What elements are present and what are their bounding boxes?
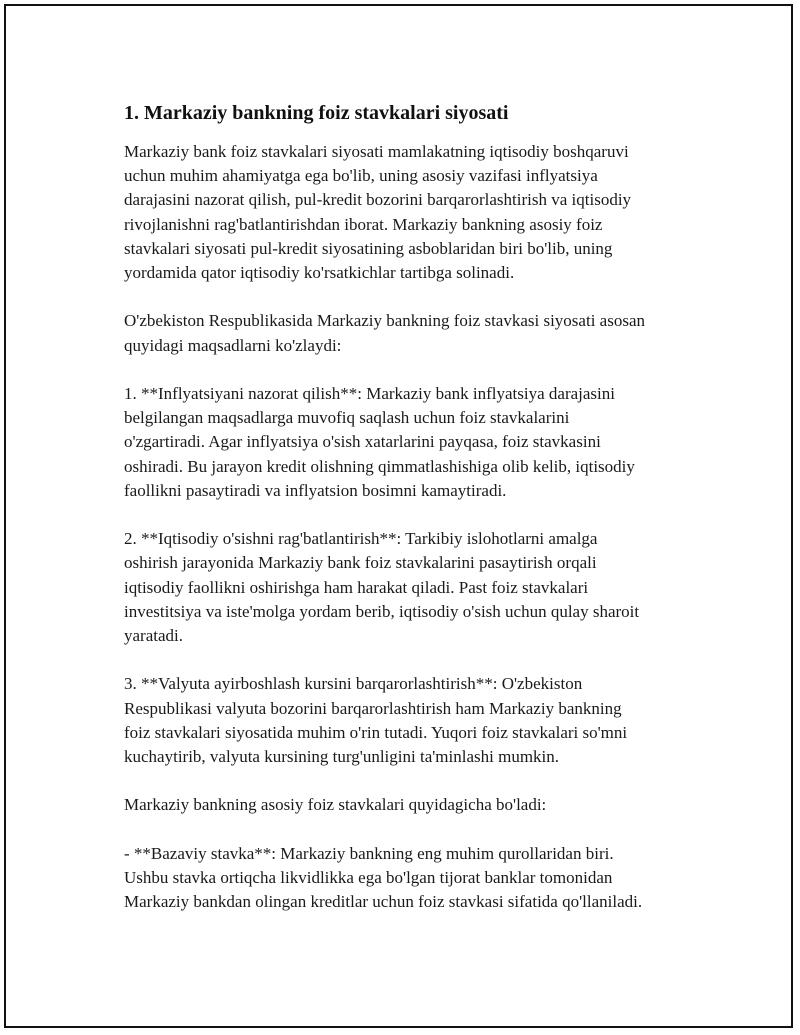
text-line: faollikni pasaytiradi va inflyatsion bosimni kamaytiradi. — [124, 480, 507, 500]
text-line: Respublikasi valyuta bozorini barqarorlashtirish ham Markaziy bankning — [124, 698, 622, 718]
text-line: Markaziy bankdan olingan kreditlar uchun foiz stavkasi sifatida qo'llaniladi. — [124, 892, 643, 912]
text-line: stavkalari siyosati pul-kredit siyosatining asboblaridan biri bo'lib, uning — [124, 238, 613, 258]
text-line: - **Bazaviy stavka**: Markaziy bankning eng muhim qurollaridan biri. — [124, 843, 614, 863]
paragraph-goals-intro — [124, 309, 694, 357]
text-line: 3. **Valyuta ayirboshlash kursini barqarorlashtirish**: O'zbekiston — [124, 674, 583, 694]
page-frame — [4, 4, 793, 1028]
text-line: O'zbekiston Respublikasida Markaziy bankning foiz stavkasi siyosati asosan — [124, 311, 645, 331]
paragraph-goal-inflation — [124, 382, 694, 503]
paragraph-intro — [124, 140, 694, 285]
text-line: darajasini nazorat qilish, pul-kredit bozorini barqarorlashtirish va iqtisodiy — [124, 190, 632, 210]
paragraph-goal-exchange-rate — [124, 672, 694, 769]
document-body — [124, 100, 694, 914]
text-line: oshiradi. Bu jarayon kredit olishning qimmatlashishiga olib kelib, iqtisodiy — [124, 456, 635, 476]
text-line: uchun muhim ahamiyatga ega bo'lib, uning asosiy vazifasi inflyatsiya — [124, 166, 598, 186]
paragraph-rates-intro — [124, 793, 694, 817]
paragraph-base-rate — [124, 842, 694, 915]
text-line: belgilangan maqsadlarga muvofiq saqlash uchun foiz stavkalarini — [124, 408, 570, 428]
text-line: o'zgartiradi. Agar inflyatsiya o'sish xatarlarini payqasa, foiz stavkasini — [124, 432, 601, 452]
text-line: kuchaytirib, valyuta kursining turg'unligini ta'minlashi mumkin. — [124, 747, 560, 767]
text-line: rivojlanishni rag'batlantirishdan iborat. Markaziy bankning asosiy foiz — [124, 214, 603, 234]
text-line: iqtisodiy faollikni oshirishga ham harakat qiladi. Past foiz stavkalari — [124, 577, 589, 597]
text-line: investitsiya va iste'molga yordam berib, iqtisodiy o'sish uchun qulay sharoit — [124, 601, 640, 621]
section-heading: 1. Markaziy bankning foiz stavkalari siyosati — [124, 102, 509, 124]
text-line: 1. **Inflyatsiyani nazorat qilish**: Markaziy bank inflyatsiya darajasini — [124, 384, 615, 403]
text-line: quyidagi maqsadlarni ko'zlaydi: — [124, 335, 342, 355]
text-line: oshirish jarayonida Markaziy bank foiz stavkalarini pasaytirish orqali — [124, 553, 597, 573]
text-line: yordamida qator iqtisodiy ko'rsatkichlar tartibga solinadi. — [124, 263, 515, 283]
paragraph-goal-growth — [124, 527, 694, 648]
text-line: 2. **Iqtisodiy o'sishni rag'batlantirish**: Tarkibiy islohotlarni amalga — [124, 529, 598, 549]
text-line: yaratadi. — [124, 626, 183, 646]
text-line: Markaziy bank foiz stavkalari siyosati mamlakatning iqtisodiy boshqaruvi — [124, 142, 629, 161]
text-line: foiz stavkalari siyosatida muhim o'rin tutadi. Yuqori foiz stavkalari so'mni — [124, 722, 628, 742]
text-line: Ushbu stavka ortiqcha likvidlikka ega bo'lgan tijorat banklar tomonidan — [124, 868, 613, 887]
text-line: Markaziy bankning asosiy foiz stavkalari quyidagicha bo'ladi: — [124, 795, 547, 815]
